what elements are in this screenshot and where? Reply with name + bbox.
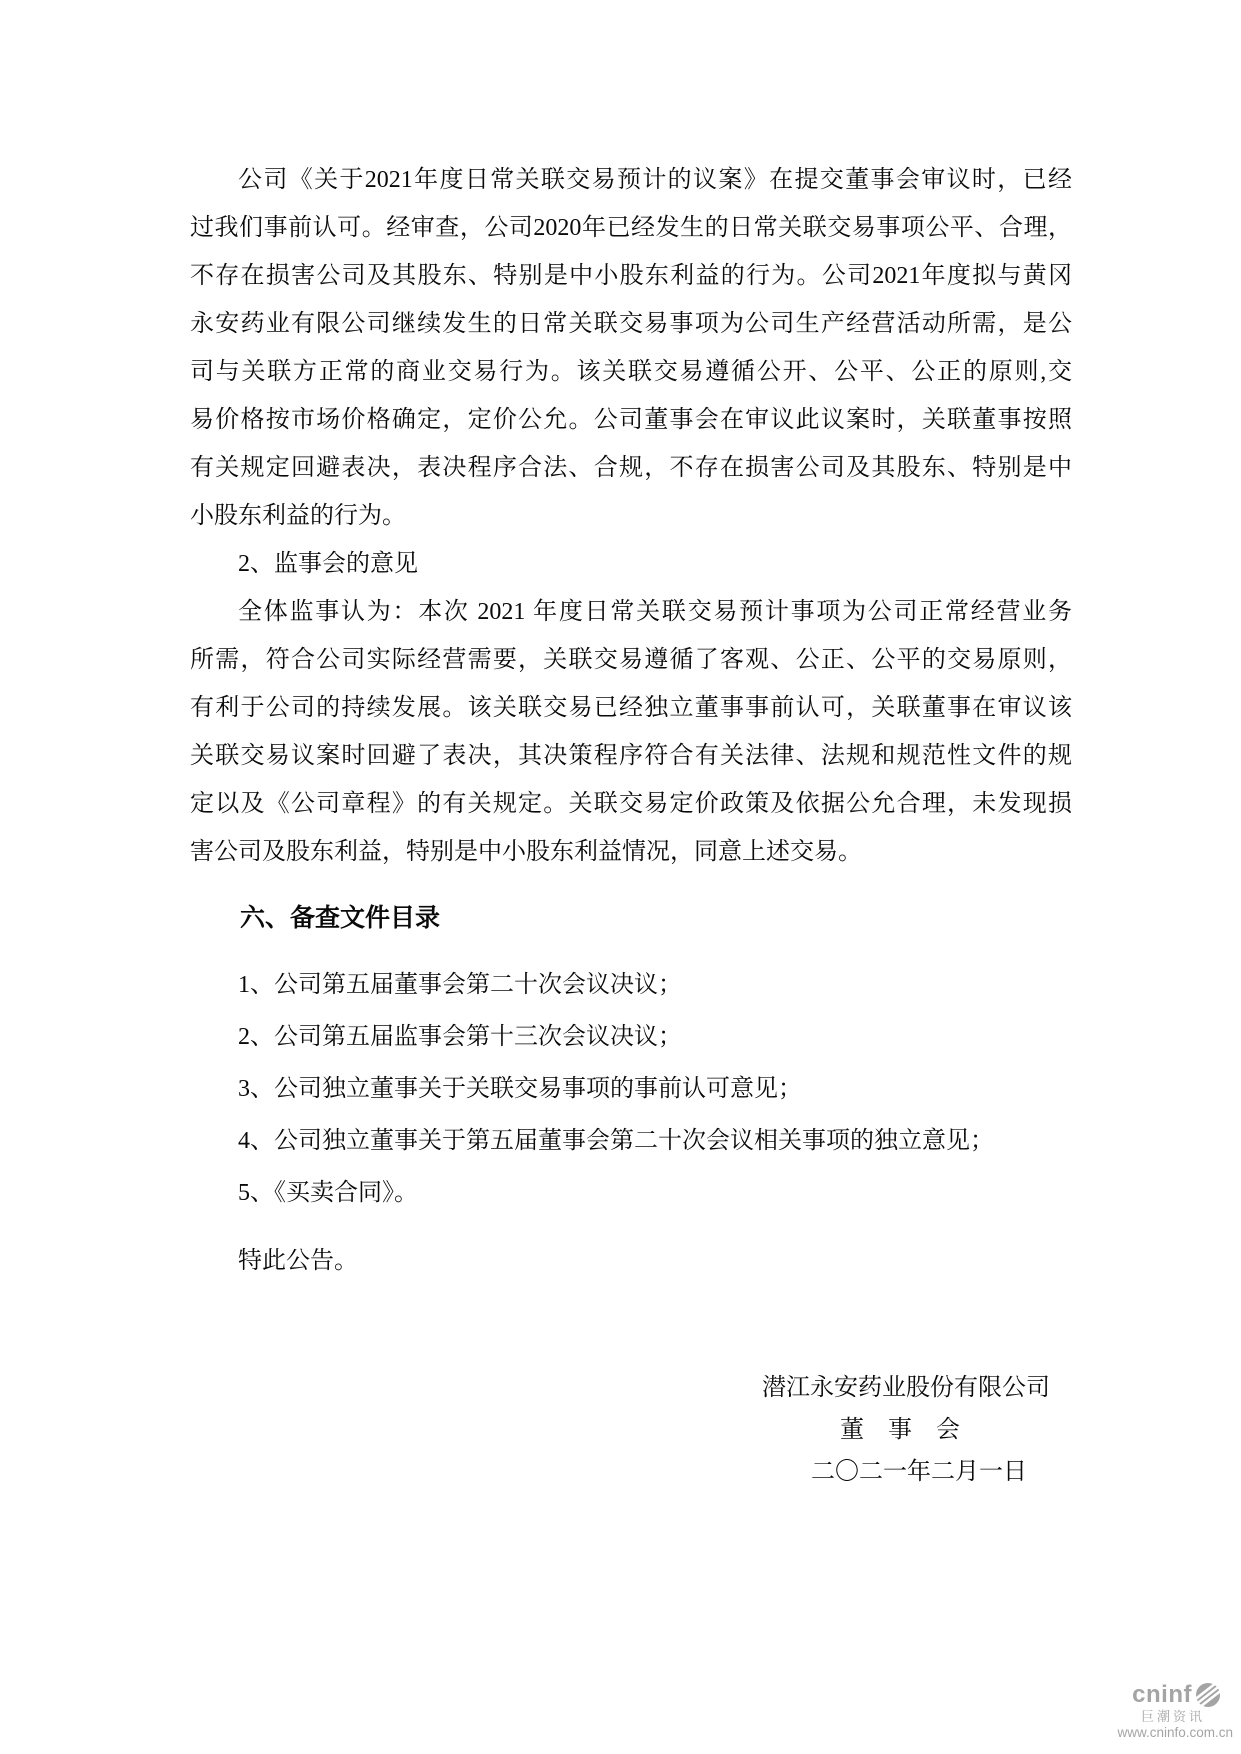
subheading-supervisory-board-opinion: 2、监事会的意见 <box>238 551 418 577</box>
signature-board-of-directors: 董 事 会 <box>840 1417 960 1443</box>
list-line: 5、《买卖合同》。 <box>238 1180 418 1206</box>
cninfo-watermark <box>1117 1682 1233 1741</box>
list-line: 2、公司第五届监事会第十三次会议决议； <box>238 1024 682 1050</box>
signature-company-name: 潜江永安药业股份有限公司 <box>762 1375 1050 1401</box>
cninfo-chinese-label: 巨潮资讯 <box>1140 1708 1205 1724</box>
line: 关联交易议案时回避了表决，其决策程序符合有关法律、法规和规范性文件的规 <box>190 743 1072 769</box>
line: 全体监事认为：本次 2021 年度日常关联交易预计事项为公司正常经营业务 <box>238 599 1072 625</box>
line: 永安药业有限公司继续发生的日常关联交易事项为公司生产经营活动所需，是公 <box>190 311 1072 337</box>
closing-announcement-text: 特此公告。 <box>238 1248 358 1274</box>
line: 有关规定回避表决，表决程序合法、合规，不存在损害公司及其股东、特别是中 <box>190 455 1072 481</box>
line: 易价格按市场价格确定，定价公允。公司董事会在审议此议案时，关联董事按照 <box>190 407 1072 433</box>
line: 有利于公司的持续发展。该关联交易已经独立董事事前认可，关联董事在审议该 <box>190 695 1072 721</box>
document-content <box>190 156 1072 1493</box>
cninfo-logo-row <box>1132 1682 1221 1708</box>
globe-icon <box>1195 1682 1221 1708</box>
line: 过我们事前认可。经审查，公司2020年已经发生的日常关联交易事项公平、合理， <box>190 215 1072 241</box>
line: 所需，符合公司实际经营需要，关联交易遵循了客观、公正、公平的交易原则， <box>190 647 1072 673</box>
line: 不存在损害公司及其股东、特别是中小股东利益的行为。公司2021年度拟与黄冈 <box>190 263 1072 289</box>
line: 害公司及股东利益，特别是中小股东利益情况，同意上述交易。 <box>190 839 862 865</box>
paragraph-supervisory-board-opinion <box>190 588 1072 876</box>
list-line: 4、公司独立董事关于第五届董事会第二十次会议相关事项的独立意见； <box>238 1128 994 1154</box>
cninfo-logo-text: cninf <box>1132 1680 1192 1708</box>
cninfo-url: www.cninfo.com.cn <box>1117 1725 1233 1741</box>
list-line: 1、公司第五届董事会第二十次会议决议； <box>238 972 682 998</box>
line: 司与关联方正常的商业交易行为。该关联交易遵循公开、公平、公正的原则,交 <box>190 359 1072 385</box>
list-line: 3、公司独立董事关于关联交易事项的事前认可意见； <box>238 1076 802 1102</box>
signature-date: 二〇二一年二月一日 <box>811 1459 1027 1485</box>
section-heading-reference-documents: 六、备查文件目录 <box>240 904 441 932</box>
signature-block <box>190 1367 1072 1493</box>
paragraph-board-prior-approval <box>190 156 1072 540</box>
reference-document-list <box>190 959 1072 1219</box>
line: 小股东利益的行为。 <box>190 503 406 529</box>
line: 定以及《公司章程》的有关规定。关联交易定价政策及依据公允合理，未发现损 <box>190 791 1072 817</box>
line: 公司《关于2021年度日常关联交易预计的议案》在提交董事会审议时，已经 <box>238 167 1072 193</box>
